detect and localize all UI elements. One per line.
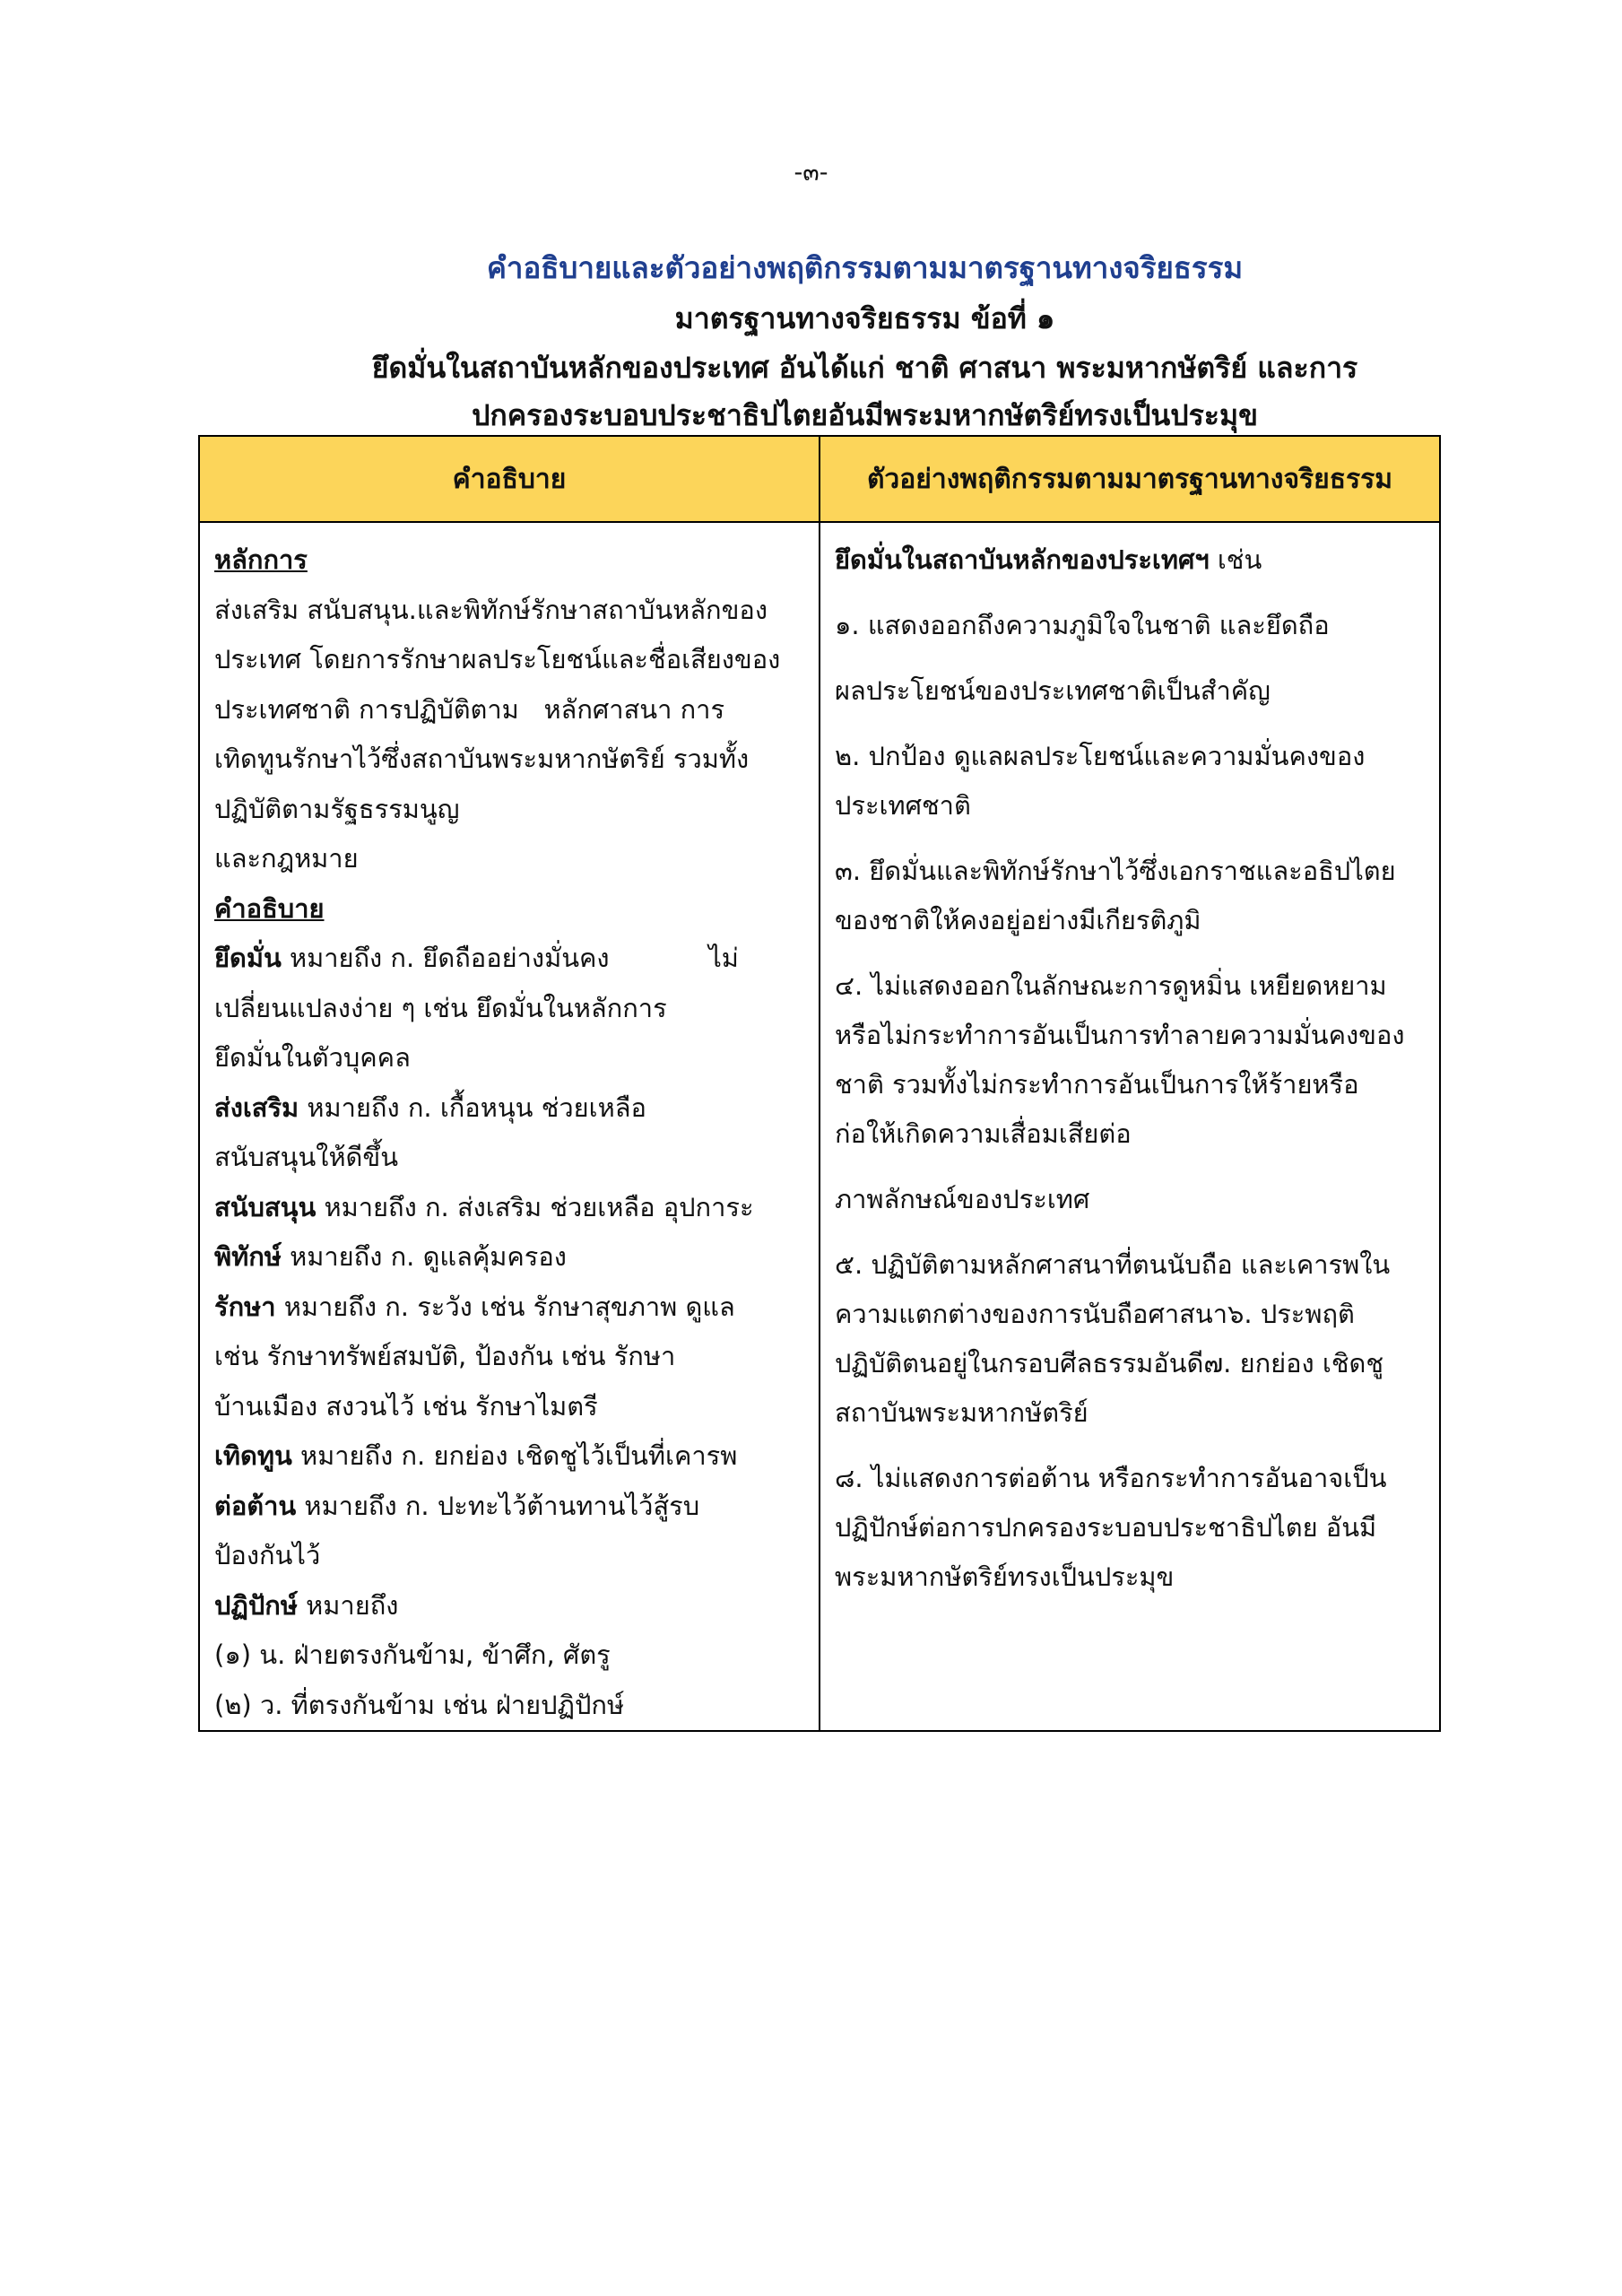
definition-text: หมายถึง xyxy=(297,1589,399,1621)
explanation-cell xyxy=(199,522,820,1731)
example-line: ๔. ไม่แสดงออกในลักษณะการดูหมิ่น เหยียดหยาม xyxy=(835,970,1387,1001)
intro-rest: เช่น xyxy=(1209,544,1262,575)
standard-heading: มาตรฐานทางจริยธรรม ข้อที่ ๑ xyxy=(674,301,1055,335)
page-number: -๓- xyxy=(794,159,828,187)
definition-text: หมายถึง ก. ยึดถืออย่างมั่นคง ไม่ xyxy=(281,943,739,973)
principle-line: และกฎหมาย xyxy=(214,843,359,874)
example-8 xyxy=(835,1454,1427,1602)
header-behavior-examples: ตัวอย่างพฤติกรรมตามมาตรฐานทางจริยธรรม xyxy=(820,436,1440,522)
principle-line: ปฏิบัติตามรัฐธรรมนูญ xyxy=(214,793,460,824)
example-line: ๒. ปกป้อง ดูแลผลประโยชน์และความมั่นคงของ xyxy=(835,741,1366,771)
definition-text: หมายถึง ก. ส่งเสริม ช่วยเหลือ อุปการะ xyxy=(316,1191,754,1222)
example-line: หรือไม่กระทำการอันเป็นการทำลายความมั่นคงของ xyxy=(835,1020,1405,1050)
example-line: สถาบันพระมหากษัตริย์ xyxy=(835,1397,1089,1428)
principle-line: ประเทศชาติ การปฏิบัติตาม หลักศาสนา การ xyxy=(214,693,725,725)
definition-text: เช่น รักษาทรัพย์สมบัติ, ป้องกัน เช่น รักษา xyxy=(214,1341,676,1371)
term: ส่งเสริม xyxy=(214,1091,299,1123)
definition-terdtoon xyxy=(214,1431,806,1482)
definition-text: หมายถึง ก. เกื้อหนุน ช่วยเหลือ xyxy=(299,1091,646,1123)
definition-text: เปลี่ยนแปลงง่าย ๆ เช่น ยึดมั่นในหลักการ xyxy=(214,992,667,1023)
definition-pitak xyxy=(214,1232,806,1283)
definition-sanapsanun xyxy=(214,1183,806,1233)
term: ต่อต้าน xyxy=(214,1490,297,1521)
intro-bold: ยึดมั่นในสถาบันหลักของประเทศฯ xyxy=(835,544,1210,575)
example-4 xyxy=(835,961,1427,1159)
definition-text: (๒) ว. ที่ตรงกันข้าม เช่น ฝ่ายปฏิปักษ์ xyxy=(214,1689,625,1720)
definition-text: บ้านเมือง สงวนไว้ เช่น รักษาไมตรี xyxy=(214,1390,598,1422)
definition-text: หมายถึง ก. ปะทะไว้ต้านทานไว้สู้รบ xyxy=(296,1490,700,1521)
behavior-examples-cell xyxy=(820,522,1440,1731)
term: ยึดมั่น xyxy=(214,943,282,973)
example-3 xyxy=(835,847,1427,945)
example-2 xyxy=(835,732,1427,831)
table-body-row xyxy=(199,522,1440,1731)
example-line: ภาพลักษณ์ของประเทศ xyxy=(835,1184,1090,1214)
definition-text: ยึดมั่นในตัวบุคคล xyxy=(214,1042,411,1073)
definition-text: หมายถึง ก. ระวัง เช่น รักษาสุขภาพ ดูแล xyxy=(275,1291,735,1322)
example-line: ประเทศชาติ xyxy=(835,790,971,821)
example-line: พระมหากษัตริย์ทรงเป็นประมุข xyxy=(835,1561,1175,1592)
principle-line: ส่งเสริม สนับสนุน.และพิทักษ์รักษาสถาบันหลักของ xyxy=(214,594,768,625)
principle-title: หลักการ xyxy=(214,544,308,575)
example-5-7 xyxy=(835,1240,1427,1438)
example-1 xyxy=(835,601,1427,716)
definition-text: (๑) น. ฝ่ายตรงกันข้าม, ข้าศึก, ศัตรู xyxy=(214,1639,611,1670)
standard-description-line-2: ปกครองระบอบประชาธิปไตยอันมีพระมหากษัตริย์ทรงเป็นประมุข xyxy=(472,398,1258,432)
header-explanation: คำอธิบาย xyxy=(199,436,820,522)
term: เทิดทูน xyxy=(214,1440,292,1471)
definition-songserm xyxy=(214,1083,806,1134)
document-title: คำอธิบายและตัวอย่างพฤติกรรมตามมาตรฐานทางจริยธรรม xyxy=(486,250,1244,285)
ethics-standard-table xyxy=(198,435,1441,1732)
term: พิทักษ์ xyxy=(214,1241,282,1272)
definition-text: สนับสนุนให้ดีขึ้น xyxy=(214,1142,399,1172)
definition-patipak xyxy=(214,1581,806,1631)
definition-yuedman xyxy=(214,934,806,984)
example-line: ของชาติให้คงอยู่อย่างมีเกียรติภูมิ xyxy=(835,905,1201,935)
definition-raksa xyxy=(214,1283,806,1333)
examples-intro xyxy=(835,535,1427,585)
example-line: ๘. ไม่แสดงการต่อต้าน หรือกระทำการอันอาจเป็น xyxy=(835,1463,1387,1493)
example-line: ๑. แสดงออกถึงความภูมิใจในชาติ และยึดถือ xyxy=(835,610,1330,640)
example-line: ผลประโยชน์ของประเทศชาติเป็นสำคัญ xyxy=(835,675,1271,706)
example-line: ความแตกต่างของการนับถือศาสนา๖. ประพฤติ xyxy=(835,1299,1355,1329)
principle-line: ประเทศ โดยการรักษาผลประโยชน์และชื่อเสียงของ xyxy=(214,644,781,674)
definition-text: หมายถึง ก. ดูแลคุ้มครอง xyxy=(281,1241,567,1272)
definition-text: ป้องกันไว้ xyxy=(214,1540,321,1570)
standard-description-line-1: ยึดมั่นในสถาบันหลักของประเทศ อันได้แก่ ชาติ ศาสนา พระมหากษัตริย์ และการ xyxy=(371,351,1358,385)
example-line: ๓. ยึดมั่นและพิทักษ์รักษาไว้ซึ่งเอกราชและอธิปไตย xyxy=(835,856,1396,886)
example-line: ๕. ปฏิบัติตามหลักศาสนาที่ตนนับถือ และเคารพใน xyxy=(835,1249,1391,1280)
explanation-title: คำอธิบาย xyxy=(214,892,325,924)
example-line: ปฏิปักษ์ต่อการปกครองระบอบประชาธิปไตย อันมี xyxy=(835,1512,1377,1543)
example-4-continued xyxy=(835,1175,1427,1224)
principle-line: เทิดทูนรักษาไว้ซึ่งสถาบันพระมหากษัตริย์ รวมทั้ง xyxy=(214,744,750,774)
example-line: ชาติ รวมทั้งไม่กระทำการอันเป็นการให้ร้ายหรือ xyxy=(835,1069,1359,1100)
definition-tortan xyxy=(214,1482,806,1532)
example-line: ปฏิบัติตนอยู่ในกรอบศีลธรรมอันดี๗. ยกย่อง เชิดชู xyxy=(835,1348,1384,1378)
table-header-row xyxy=(199,436,1440,522)
term: สนับสนุน xyxy=(214,1191,317,1222)
term: รักษา xyxy=(214,1291,276,1322)
term: ปฏิปักษ์ xyxy=(214,1589,298,1621)
example-line: ก่อให้เกิดความเสื่อมเสียต่อ xyxy=(835,1118,1132,1149)
definition-text: หมายถึง ก. ยกย่อง เชิดชูไว้เป็นที่เคารพ xyxy=(291,1440,738,1471)
